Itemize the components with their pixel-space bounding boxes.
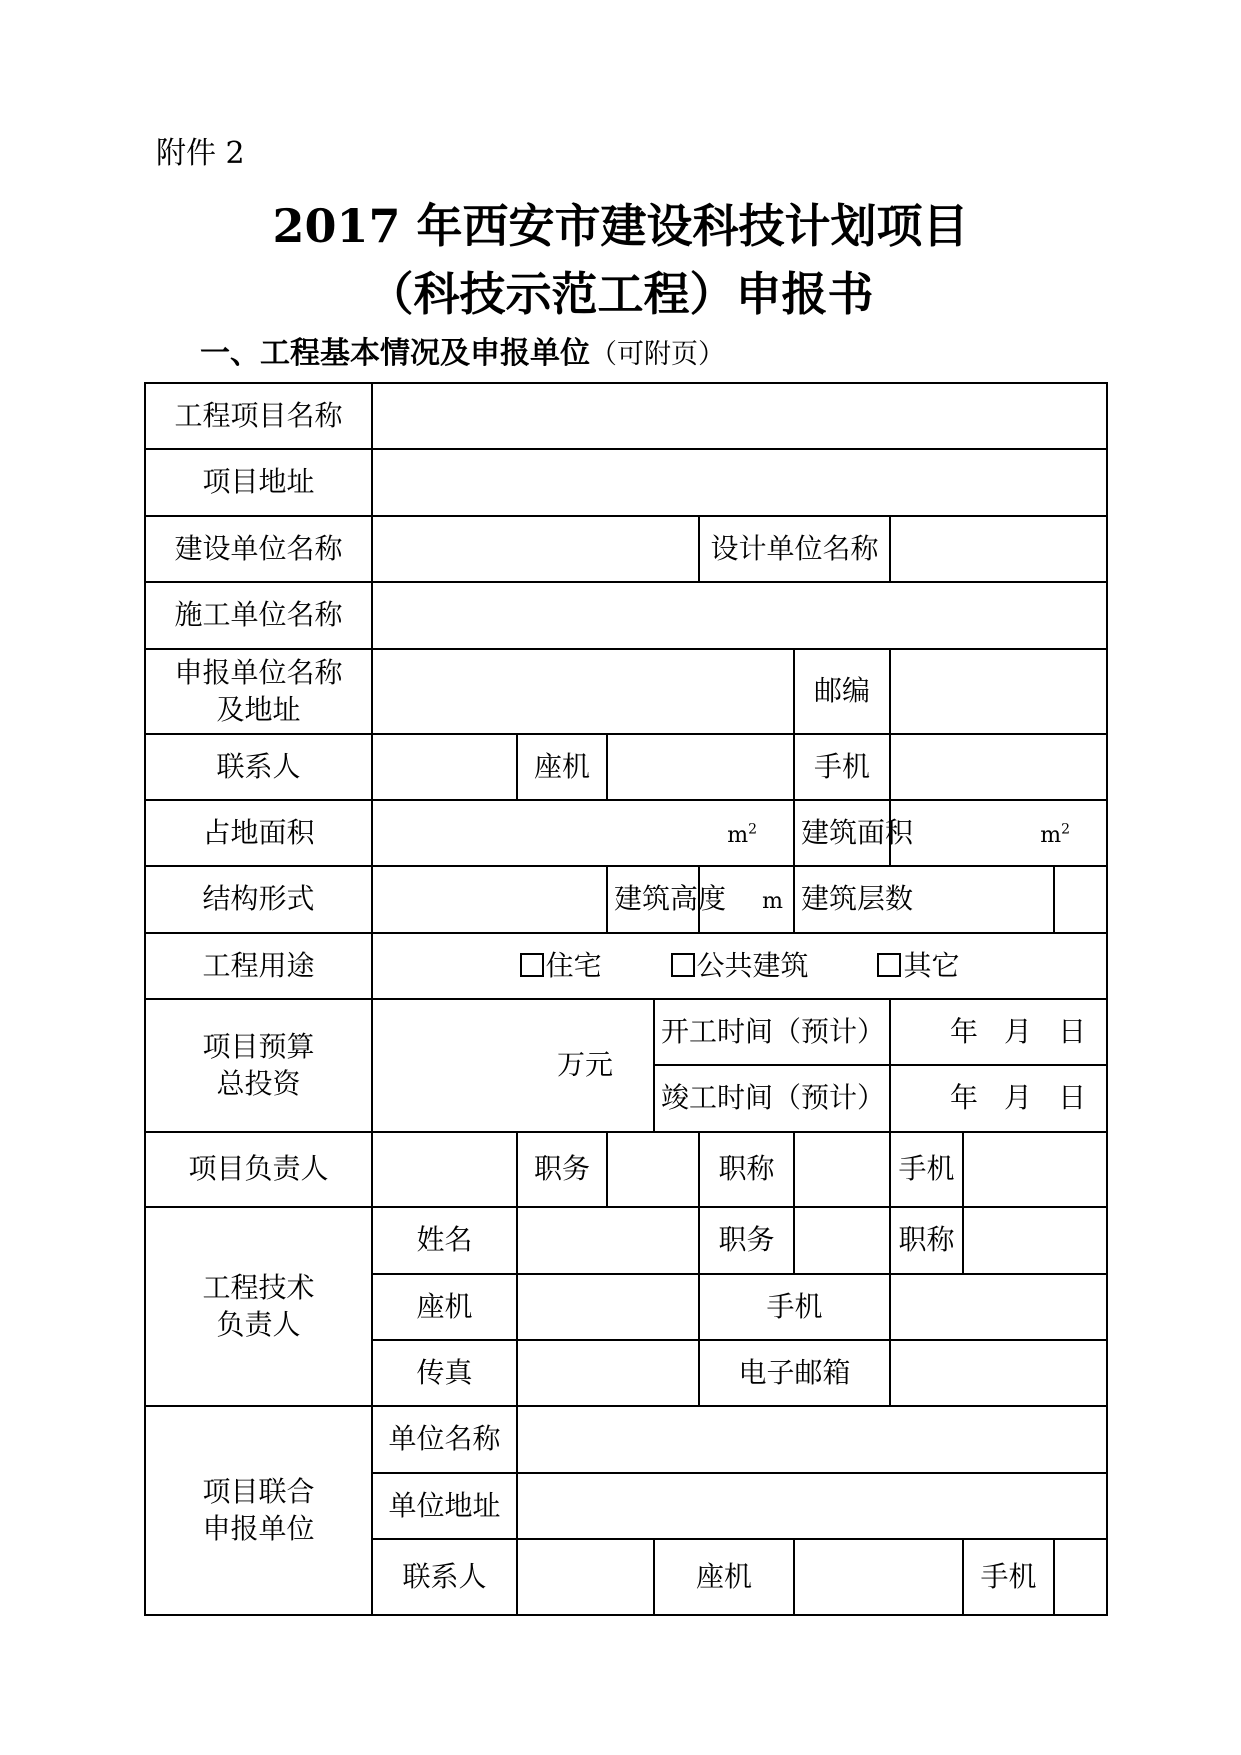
project-address-field[interactable] xyxy=(372,449,1107,516)
joint-applicant-label xyxy=(145,1406,372,1615)
tech-leader-label xyxy=(145,1207,372,1406)
building-area-field[interactable] xyxy=(890,800,1107,866)
budget-label xyxy=(145,999,372,1132)
leader-position-field[interactable] xyxy=(607,1132,699,1207)
joint-contact-field[interactable] xyxy=(517,1539,654,1615)
start-year: 年 xyxy=(950,1014,979,1048)
budget-field[interactable] xyxy=(372,999,654,1132)
budget-unit: 万元 xyxy=(556,1048,613,1082)
row-project-name xyxy=(145,383,1107,449)
section-note: （可附页） xyxy=(590,339,725,370)
joint-applicant-label-line2: 申报单位 xyxy=(202,1511,315,1545)
attachment-label: 附件 2 xyxy=(156,136,245,171)
tech-mobile-label: 手机 xyxy=(699,1274,890,1340)
landline-label: 座机 xyxy=(517,734,607,800)
end-month: 月 xyxy=(1004,1081,1033,1115)
joint-landline-label: 座机 xyxy=(654,1539,794,1615)
joint-mobile-field[interactable] xyxy=(1054,1539,1107,1615)
usage-option-other[interactable]: 其它 xyxy=(877,948,959,984)
leader-position-label: 职务 xyxy=(517,1132,607,1207)
row-budget-start xyxy=(145,999,1107,1065)
end-day: 日 xyxy=(1058,1081,1087,1115)
row-project-leader xyxy=(145,1132,1107,1207)
end-time-label: 竣工时间（预计） xyxy=(654,1065,890,1132)
mobile-field[interactable] xyxy=(890,734,1107,800)
end-year: 年 xyxy=(950,1081,979,1115)
row-builder-designer xyxy=(145,516,1107,582)
land-area-unit: $m^2$ xyxy=(727,821,757,848)
applicant-label-line1: 申报单位名称 xyxy=(174,656,343,690)
leader-mobile-label: 手机 xyxy=(890,1132,963,1207)
checkbox-icon[interactable] xyxy=(877,953,901,977)
structure-label: 结构形式 xyxy=(145,866,372,933)
project-leader-label: 项目负责人 xyxy=(145,1132,372,1207)
row-joint-unit-name xyxy=(145,1406,1107,1473)
postcode-label: 邮编 xyxy=(794,649,890,734)
start-month: 月 xyxy=(1004,1014,1033,1048)
leader-mobile-field[interactable] xyxy=(963,1132,1107,1207)
project-name-label: 工程项目名称 xyxy=(145,383,372,449)
tech-title-field[interactable] xyxy=(963,1207,1107,1274)
tech-email-label: 电子邮箱 xyxy=(699,1340,890,1406)
row-tech-leader-name xyxy=(145,1207,1107,1274)
row-area xyxy=(145,800,1107,866)
joint-unit-name-label: 单位名称 xyxy=(372,1406,517,1473)
checkbox-icon[interactable] xyxy=(520,953,544,977)
row-project-address xyxy=(145,449,1107,516)
project-name-field[interactable] xyxy=(372,383,1107,449)
joint-applicant-label-line1: 项目联合 xyxy=(202,1475,315,1509)
row-usage xyxy=(145,933,1107,999)
start-time-field[interactable] xyxy=(890,999,1107,1065)
tech-leader-label-line1: 工程技术 xyxy=(202,1271,315,1305)
leader-title-label: 职称 xyxy=(699,1132,794,1207)
joint-mobile-label: 手机 xyxy=(963,1539,1054,1615)
tech-fax-label: 传真 xyxy=(372,1340,517,1406)
checkbox-icon[interactable] xyxy=(671,953,695,977)
document-title-line1: 2017 年西安市建设科技计划项目 xyxy=(272,199,969,253)
start-time-label: 开工时间（预计） xyxy=(654,999,890,1065)
tech-email-field[interactable] xyxy=(890,1340,1107,1406)
tech-landline-field[interactable] xyxy=(517,1274,699,1340)
mobile-label: 手机 xyxy=(794,734,890,800)
project-leader-field[interactable] xyxy=(372,1132,517,1207)
structure-field[interactable] xyxy=(372,866,607,933)
joint-unit-address-label: 单位地址 xyxy=(372,1473,517,1539)
constructor-name-field[interactable] xyxy=(372,582,1107,649)
row-contact xyxy=(145,734,1107,800)
building-height-label: 建筑高度 xyxy=(607,866,699,933)
budget-label-line1: 项目预算 xyxy=(202,1030,315,1064)
building-area-label: 建筑面积 xyxy=(794,800,890,866)
section-title: 一、工程基本情况及申报单位 xyxy=(200,336,590,371)
budget-label-line2: 总投资 xyxy=(216,1066,301,1100)
joint-contact-label: 联系人 xyxy=(372,1539,517,1615)
joint-unit-address-field[interactable] xyxy=(517,1473,1107,1539)
usage-option-public[interactable]: 公共建筑 xyxy=(671,948,809,984)
landline-field[interactable] xyxy=(607,734,794,800)
applicant-label xyxy=(145,649,372,734)
land-area-field[interactable] xyxy=(372,800,794,866)
postcode-field[interactable] xyxy=(890,649,1107,734)
builder-name-field[interactable] xyxy=(372,516,699,582)
tech-name-field[interactable] xyxy=(517,1207,699,1274)
tech-position-field[interactable] xyxy=(794,1207,890,1274)
form-table xyxy=(144,382,1108,1616)
constructor-name-label: 施工单位名称 xyxy=(145,582,372,649)
end-time-field[interactable] xyxy=(890,1065,1107,1132)
document-title-line2: （科技示范工程）申报书 xyxy=(367,267,874,321)
tech-mobile-field[interactable] xyxy=(890,1274,1107,1340)
tech-position-label: 职务 xyxy=(699,1207,794,1274)
contact-label: 联系人 xyxy=(145,734,372,800)
tech-leader-label-line2: 负责人 xyxy=(216,1307,301,1341)
tech-landline-label: 座机 xyxy=(372,1274,517,1340)
applicant-field[interactable] xyxy=(372,649,794,734)
tech-title-label: 职称 xyxy=(890,1207,963,1274)
tech-name-label: 姓名 xyxy=(372,1207,517,1274)
builder-name-label: 建设单位名称 xyxy=(145,516,372,582)
joint-unit-name-field[interactable] xyxy=(517,1406,1107,1473)
row-constructor xyxy=(145,582,1107,649)
applicant-label-line2: 及地址 xyxy=(216,692,301,726)
application-form xyxy=(144,382,1106,1616)
leader-title-field[interactable] xyxy=(794,1132,890,1207)
usage-option-residential[interactable]: 住宅 xyxy=(520,948,602,984)
row-structure xyxy=(145,866,1107,933)
building-height-unit: m xyxy=(762,889,783,915)
project-address-label: 项目地址 xyxy=(145,449,372,516)
designer-name-field[interactable] xyxy=(890,516,1107,582)
designer-name-label: 设计单位名称 xyxy=(699,516,890,582)
start-day: 日 xyxy=(1058,1014,1087,1048)
section-heading xyxy=(200,328,725,372)
usage-label: 工程用途 xyxy=(145,933,372,999)
contact-field[interactable] xyxy=(372,734,517,800)
joint-landline-field[interactable] xyxy=(794,1539,963,1615)
row-applicant xyxy=(145,649,1107,734)
floors-label: 建筑层数 xyxy=(794,866,1054,933)
land-area-label: 占地面积 xyxy=(145,800,372,866)
tech-fax-field[interactable] xyxy=(517,1340,699,1406)
usage-options xyxy=(372,933,1107,999)
floors-field[interactable] xyxy=(1054,866,1107,933)
building-area-unit: $m^2$ xyxy=(1040,821,1071,848)
